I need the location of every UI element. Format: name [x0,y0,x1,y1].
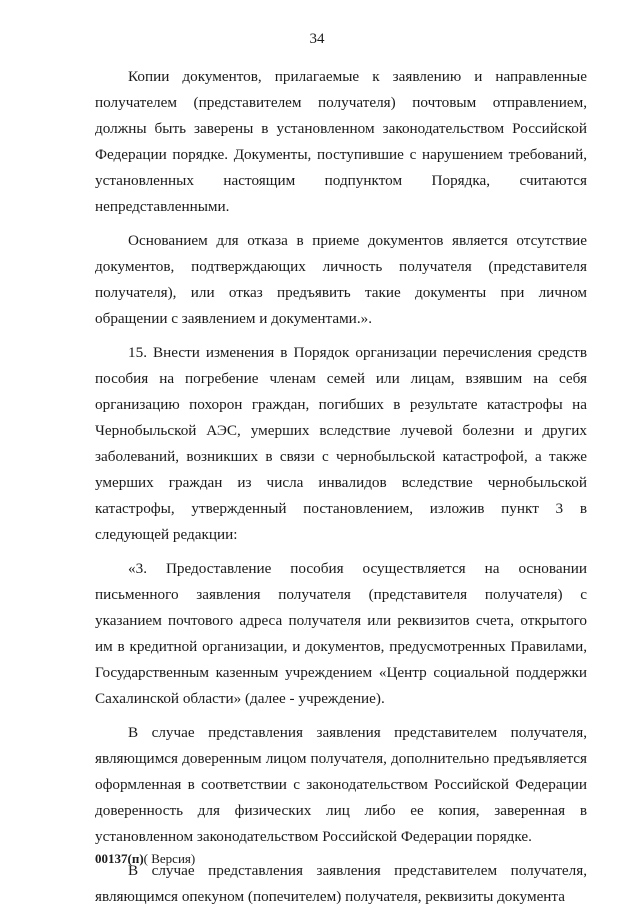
paragraph-guardian-representative: В случае представления заявления представителем получателя, являющимся опекуном (попечителем) получателя, реквизиты документа [95,862,587,905]
paragraph-item-3: «3. Предоставление пособия осуществляется на основании письменного заявления получателя (представителя получателя) с указанием почтового адреса получателя или реквизитов счета, открытого им в кредитной организации, и документов, предусмотренных Правилами, Государственным казенным учреждением «Центр социальной поддержки Сахалинской области» (далее - учреждение). [95,560,587,707]
document-footer [95,851,195,867]
page-number: 34 [309,31,325,47]
document-version: ( Версия) [143,851,196,866]
paragraph-item-15: 15. Внести изменения в Порядок организации перечисления средств пособия на погребение членам семей или лицам, взявшим на себя организацию похорон граждан, погибших в результате катастрофы на Чернобыльской АЭС, умерших вследствие лучевой болезни и других заболеваний, возникших в связи с чернобыльской катастрофой, а также умерших граждан из числа инвалидов вследствие чернобыльской катастрофы, утвержденный постановлением, изложив пункт 3 в следующей редакции: [95,344,587,543]
paragraph-trusted-representative: В случае представления заявления представителем получателя, являющимся доверенным лицом получателя, дополнительно предъявляется оформленная в соответствии с законодательством Российской Федерации доверенность для физических лиц либо ее копия, заверенная в установленном законодательством Российской Федерации порядке. [95,724,587,845]
document-body [95,64,587,918]
paragraph-document-copies: Копии документов, прилагаемые к заявлению и направленные получателем (представителем получателя) почтовым отправлением, должны быть заверены в установленном законодательством Российской Федерации порядке. Документы, поступившие с нарушением требований, установленных настоящим подпунктом Порядка, считаются непредставленными. [95,68,587,215]
document-code: 00137(п) [95,851,144,866]
paragraph-refusal-grounds: Основанием для отказа в приеме документов является отсутствие документов, подтверждающих личность получателя (представителя получателя), или отказ предъявить такие документы при личном обращении с заявлением и документами.». [95,232,587,327]
